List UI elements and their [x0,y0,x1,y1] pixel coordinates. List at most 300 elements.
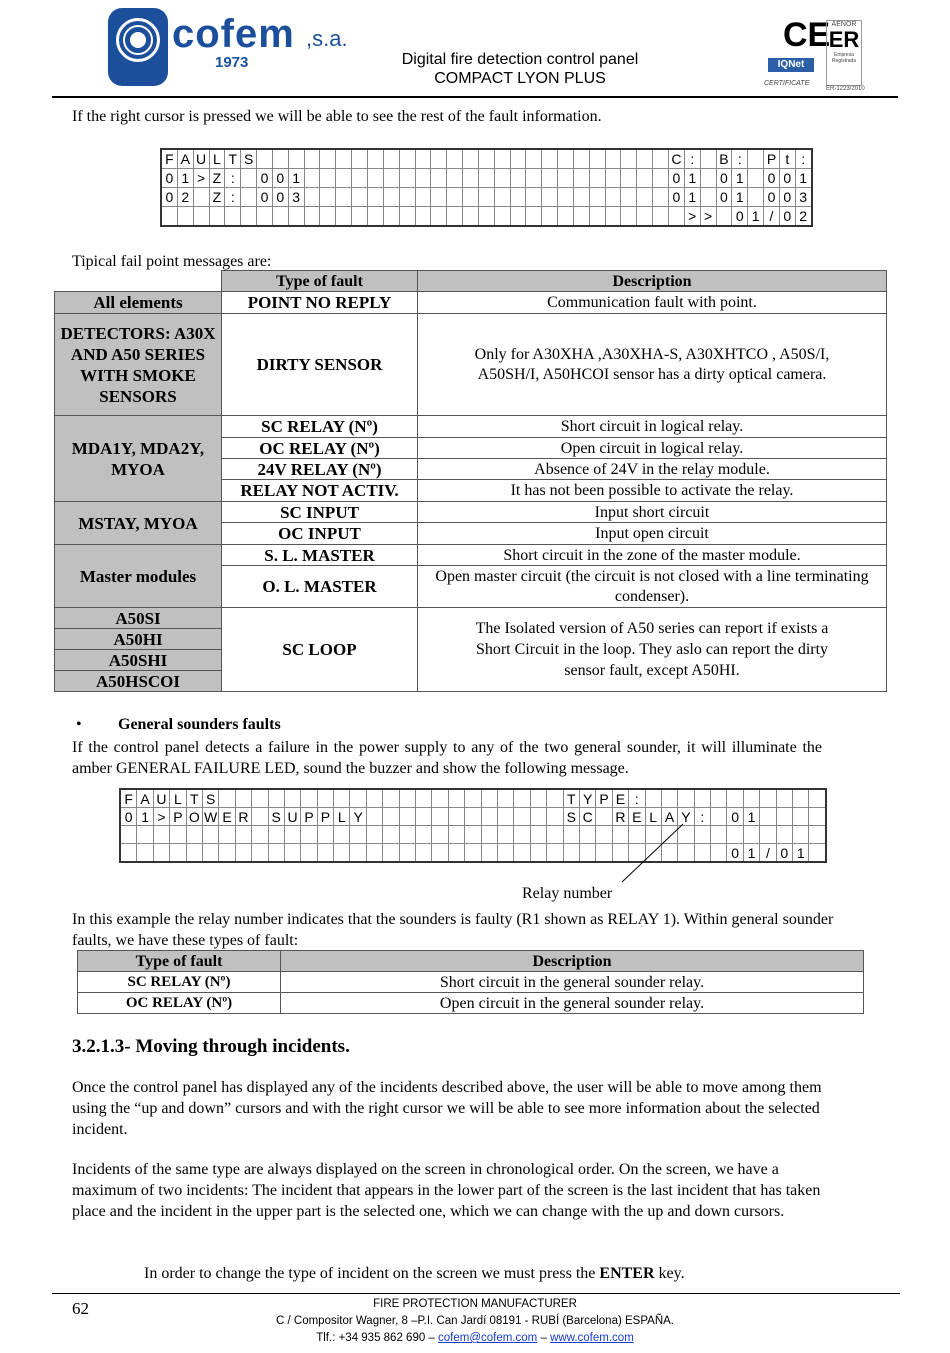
lcd-cell [137,844,153,863]
lcd-cell [542,188,558,207]
lcd-cell: t [779,149,795,169]
lcd-cell: 0 [120,808,137,826]
lcd-cell [497,808,513,826]
lcd-cell [748,149,764,169]
lcd-cell: Y [350,808,366,826]
lcd-cell [793,789,809,808]
lcd-cell: 1 [137,808,153,826]
lcd-cell [235,789,251,808]
lcd-cell: 0 [257,188,273,207]
lcd-cell [209,207,225,227]
lcd-cell [558,188,574,207]
lcd-cell [465,826,481,844]
fault-oc-relay: OC RELAY (Nº) [78,993,281,1014]
lcd-cell: C [579,808,595,826]
lcd-cell [573,169,589,188]
group-a50shi: A50SHI [55,650,222,671]
footer-line1: FIRE PROTECTION MANUFACTURER [373,1298,577,1310]
lcd-cell [336,169,352,188]
lcd-cell: > [684,207,700,227]
footer-line2: C / Compositor Wagner, 8 –P.I. Can Jardí 08191 - RUBÍ (Barcelona) ESPAÑA. [276,1315,674,1327]
lcd-cell [241,188,257,207]
lcd-cell: P [596,789,612,808]
lcd-cell [526,169,542,188]
lcd-cell: 1 [743,808,759,826]
lcd-cell [235,844,251,863]
lcd-cell [514,826,530,844]
lcd-cell [272,149,288,169]
lcd-cell: T [225,149,241,169]
lcd-cell: : [684,149,700,169]
lcd-cell: 1 [288,169,304,188]
lcd-cell [383,207,399,227]
lcd-cell [336,149,352,169]
lcd-cell [716,207,732,227]
lcd-cell [542,169,558,188]
lcd-cell [447,207,463,227]
table-row [55,502,887,523]
lcd-cell [367,149,383,169]
lcd-cell: W [204,808,218,825]
lcd-cell: 0 [776,844,792,863]
lcd-cell [257,207,273,227]
lcd-cell [431,169,447,188]
lcd-cell [399,808,415,826]
aenor-er: ER [828,27,860,52]
lcd-cell: 1 [793,844,809,863]
lcd-cell [809,844,826,863]
lcd-cell [481,808,497,826]
bullet-title: General sounders faults [118,716,281,733]
lcd-cell [352,207,368,227]
lcd-cell [465,844,481,863]
table-header-row [55,271,887,292]
lcd-cell: 0 [764,169,780,188]
lcd-cell [510,169,526,188]
header-divider [52,96,898,98]
lcd-cell [416,789,432,808]
lcd-cell: 1 [748,207,764,227]
lcd-cell [547,789,563,808]
lcd-cell: 2 [177,188,193,207]
lcd-cell [120,826,137,844]
lcd-cell: > [153,808,169,826]
col-type-header: Type of fault [222,271,418,292]
lcd-cell [448,808,464,826]
lcd-cell [317,844,333,863]
lcd-cell [573,188,589,207]
intro-text: If the right cursor is pressed we will be able to see the rest of the fault information. [72,108,602,125]
lcd-cell [284,826,300,844]
desc-point-no-reply: Communication fault with point. [418,292,887,314]
fault-point-no-reply: POINT NO REPLY [222,292,418,314]
lcd-cell [514,808,530,826]
lcd-cell [304,169,320,188]
lcd-cell: E [219,808,235,826]
lcd-cell [494,207,510,227]
iqnet-logo-icon: IQNet [768,58,814,72]
lcd-cell: 0 [764,188,780,207]
lcd-cell [301,844,317,863]
lcd-cell [431,188,447,207]
lcd-cell [334,789,350,808]
desc-ol-master: Open master circuit (the circuit is not closed with a line terminating condenser). [418,566,887,608]
lcd-cell: S [241,149,257,169]
desc-dirty-sensor: Only for A30XHA ,A30XHA-S, A30XHTCO , A50S/I, A50SH/I, A50HCOI sensor has a dirty optical camera. [418,314,887,416]
lcd-cell: 0 [727,808,743,826]
lcd-cell [431,149,447,169]
lcd-cell [432,789,448,808]
lcd-cell [653,207,669,227]
lcd-cell [383,188,399,207]
lcd-cell [252,844,268,863]
paragraph-1: Once the control panel has displayed any of the incidents described above, the user will be able to move among them using the “up and down” cursors and with the right cursor we will be able to see more information about the selected incident. [72,1079,822,1138]
lcd-cell: 0 [161,169,177,188]
lcd-cell: 0 [779,188,795,207]
lcd-cell: 0 [732,207,748,227]
page-number: 62 [72,1299,89,1318]
lcd-cell [304,188,320,207]
lcd-cell [526,188,542,207]
lcd-cell [170,844,186,863]
lcd-cell [760,826,776,844]
lcd-cell [514,844,530,863]
lcd-row [161,169,812,188]
lcd-cell: O [186,808,202,826]
lcd-cell [120,844,137,863]
lcd-cell [573,149,589,169]
lcd-cell: > [700,207,716,227]
lcd-cell [694,826,710,844]
lcd-row [120,808,826,826]
lcd-cell [383,789,399,808]
fault-sl-master: S. L. MASTER [222,545,418,566]
paragraph-3-suffix: key. [654,1265,685,1282]
lcd-cell [637,188,653,207]
lcd-cell [465,808,481,826]
lcd-cell [530,808,546,826]
lcd-cell: 1 [684,188,700,207]
col-description-header: Description [418,271,887,292]
lcd-cell: F [161,149,177,169]
group-mstay: MSTAY, MYOA [55,502,222,545]
lcd-cell [161,207,177,227]
lcd-cell: T [563,789,579,808]
lcd-cell: U [153,789,169,808]
lcd-cell [301,826,317,844]
lcd-cell: 0 [669,169,685,188]
lcd-cell [558,169,574,188]
lcd-cell [257,149,273,169]
lcd-cell [563,826,579,844]
lcd-cell [432,826,448,844]
lcd-cell [399,169,415,188]
fault-sc-relay: SC RELAY (Nº) [222,416,418,438]
lcd-cell: 0 [669,188,685,207]
lcd-cell [547,844,563,863]
table-header-row [78,951,864,972]
lcd-cell [661,789,677,808]
sounder-fault-table [77,950,864,1014]
lcd-cell: 2 [795,207,811,227]
lcd-cell: T [186,789,202,808]
lcd-cell [727,826,743,844]
header-title-line1: Digital fire detection control panel [401,51,639,68]
lcd-cell [776,789,792,808]
lcd-cell [334,844,350,863]
lcd-cell: 0 [272,169,288,188]
lcd-cell [700,149,716,169]
lcd-cell: : [694,808,710,826]
lcd-cell [350,844,366,863]
lcd-cell: 1 [743,844,759,863]
lcd-cell: 0 [257,169,273,188]
footer-website-link[interactable]: www.cofem.com [550,1332,634,1344]
lcd-cell [478,149,494,169]
lcd-cell [605,207,621,227]
desc-sc-input: Input short circuit [418,502,887,523]
lcd-cell [700,188,716,207]
lcd-cell [399,207,415,227]
group-all-elements: All elements [55,292,222,314]
table-row [55,416,887,438]
lcd-cell [193,188,209,207]
lcd-cell: 1 [732,169,748,188]
lcd-cell [252,808,268,826]
col-type-header: Type of fault [78,951,281,972]
lcd-cell [304,149,320,169]
lcd-cell [268,789,284,808]
lcd-cell [317,826,333,844]
lcd-cell [530,844,546,863]
example-paragraph: In this example the relay number indicates that the sounders is faulty (R1 shown as RELAY 1). Within general sounder faults, we have these types of fault: [72,911,834,949]
lcd-row [161,188,812,207]
desc-oc-relay: Open circuit in the general sounder relay. [281,993,864,1014]
lcd-cell [809,789,826,808]
lcd-cell [383,844,399,863]
fault-types-table [54,270,887,692]
lcd-cell [558,149,574,169]
lcd-cell [605,169,621,188]
lcd-display-sounder-fault [119,788,827,863]
lcd-row [120,844,826,863]
lcd-cell: P [317,808,333,826]
lcd-cell [542,149,558,169]
lcd-cell [268,826,284,844]
lcd-cell [415,207,431,227]
lcd-cell [416,844,432,863]
lcd-cell [621,169,637,188]
lcd-cell [589,207,605,227]
lcd-row [161,207,812,227]
lcd-cell [415,149,431,169]
section-title: 3.2.1.3- Moving through incidents. [72,1036,350,1057]
fault-dirty-sensor: DIRTY SENSOR [222,314,418,416]
lcd-cell [272,207,288,227]
lcd-cell [383,826,399,844]
lcd-row [120,826,826,844]
fault-sc-relay: SC RELAY (Nº) [78,972,281,993]
lcd-cell: 1 [795,169,811,188]
relay-number-label: Relay number [522,885,613,902]
lcd-cell [399,789,415,808]
lcd-cell [193,207,209,227]
lcd-cell [447,149,463,169]
lcd-cell [694,789,710,808]
lcd-cell [383,808,399,826]
footer-separator: – [537,1332,551,1344]
lcd-cell [334,826,350,844]
logo-year: 1973 [215,54,249,71]
empty-header-cell [55,271,222,292]
lcd-cell: 0 [727,844,743,863]
lcd-cell [415,169,431,188]
lcd-cell [186,844,202,863]
lcd-cell [225,207,241,227]
lcd-cell: 1 [732,188,748,207]
fault-relay-not-activ: RELAY NOT ACTIV. [222,480,418,502]
lcd-cell: P [170,808,186,826]
lcd-cell: F [120,789,137,808]
group-a50hi: A50HI [55,629,222,650]
lcd-cell [700,169,716,188]
lcd-cell [530,789,546,808]
desc-oc-relay: Open circuit in logical relay. [418,438,887,459]
lcd-cell: L [645,808,661,826]
paragraph-3 [144,1263,685,1284]
lcd-cell [653,169,669,188]
group-a50si: A50SI [55,608,222,629]
lcd-cell [481,789,497,808]
lcd-cell [383,149,399,169]
lcd-cell: S [268,808,284,826]
lcd-cell [494,188,510,207]
lcd-cell [447,188,463,207]
bullet-item [76,716,281,734]
lcd-cell [776,808,792,826]
lcd-cell [809,808,826,826]
footer-block [180,1296,770,1347]
lcd-cell: 0 [779,207,795,227]
table-row [55,608,887,629]
lcd-cell [711,789,727,808]
aenor-empresa: Empresa Registrada [831,52,857,64]
lcd-cell [366,789,382,808]
lcd-cell [465,789,481,808]
lcd-cell [415,188,431,207]
fault-oc-relay: OC RELAY (Nº) [222,438,418,459]
aenor-label: AENOR [831,21,857,28]
lcd-cell [497,826,513,844]
lcd-cell [463,207,479,227]
lcd-cell [177,207,193,227]
lcd-cell [288,207,304,227]
fault-sc-loop: SC LOOP [222,608,418,692]
lcd-cell [776,826,792,844]
lcd-cell: 0 [161,188,177,207]
lcd-cell: Y [579,789,595,808]
lcd-cell [526,207,542,227]
lcd-cell: R [235,808,251,826]
lcd-cell: R [612,808,628,826]
lcd-cell: 1 [177,169,193,188]
lcd-cell [432,808,448,826]
lcd-cell: L [170,789,186,808]
footer-email-link[interactable]: cofem@cofem.com [438,1332,538,1344]
lcd-cell: > [193,169,209,188]
header-title-line2: COMPACT LYON PLUS [434,70,606,87]
lcd-cell [558,207,574,227]
fault-oc-input: OC INPUT [222,523,418,545]
lcd-cell [637,169,653,188]
lcd-cell [711,844,727,863]
lcd-cell: B [716,149,732,169]
lcd-cell [478,207,494,227]
group-mda: MDA1Y, MDA2Y, MYOA [55,416,222,502]
lcd-cell [336,207,352,227]
lcd-cell [431,207,447,227]
group-master-modules: Master modules [55,545,222,608]
aenor-logo-icon [826,20,862,86]
lcd-cell: : [225,188,241,207]
lcd-cell [809,826,826,844]
header-title [380,50,660,88]
lcd-cell: S [563,808,579,826]
lcd-cell [367,169,383,188]
lcd-cell [494,149,510,169]
footer-divider [52,1293,900,1294]
lcd-cell: : [795,149,811,169]
lcd-cell [320,169,336,188]
lcd-cell: A [661,808,677,826]
desc-oc-input: Input open circuit [418,523,887,545]
lcd-cell [219,844,235,863]
lcd-cell [526,149,542,169]
lcd-cell [241,207,257,227]
lcd-cell [153,844,169,863]
enter-key-label: ENTER [599,1265,655,1282]
lcd-cell [301,789,317,808]
lcd-cell [547,826,563,844]
lcd-cell [448,844,464,863]
relay-number-pointer-icon [580,820,690,886]
lcd-cell: Z [209,188,225,207]
lcd-cell [448,789,464,808]
lcd-cell [481,844,497,863]
group-a50hscoi: A50HSCOI [55,671,222,692]
lcd-cell: 0 [716,169,732,188]
lcd-cell [219,826,235,844]
lcd-cell [268,844,284,863]
lcd-cell [542,207,558,227]
lcd-cell [678,789,694,808]
table-row [55,545,887,566]
lcd-cell [748,169,764,188]
lcd-cell [366,826,382,844]
aenor-code: ER-1223/2010 [826,86,865,92]
lcd-cell [170,826,186,844]
lcd-cell [252,826,268,844]
lcd-cell [317,789,333,808]
paragraph-2: Incidents of the same type are always displayed on the screen in chronological order. On the screen, we have a maximum of two incidents: The incident that appears in the lower part of the screen is the last incident that has taken place and the incident in the upper part is the selected one, which we can change with the up and down cursors. [72,1161,821,1220]
lcd-cell: C [669,149,685,169]
lcd-cell [514,789,530,808]
iqnet-certificate-label: CERTIFICATE [764,80,810,87]
lcd-cell [399,844,415,863]
lcd-cell [621,207,637,227]
lcd-cell [605,188,621,207]
lcd-cell [793,808,809,826]
